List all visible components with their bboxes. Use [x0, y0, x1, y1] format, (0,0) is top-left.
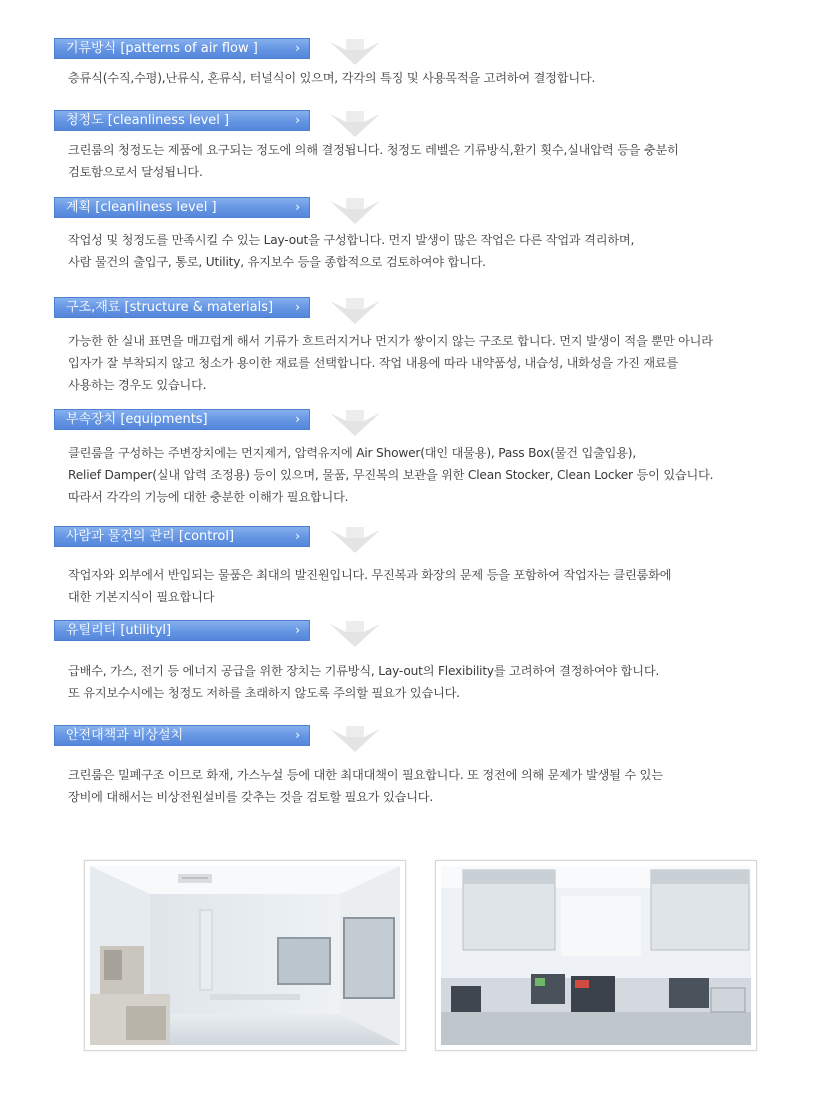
chevron-right-icon: › [295, 300, 300, 314]
chevron-down-arrow-icon [330, 621, 380, 647]
description-line: 대한 기본지식이 필요합니다 [68, 590, 215, 604]
description-line: Relief Damper(실내 압력 조정용) 등이 있으며, 물품, 무진복의 보관을 위한 Clean Stocker, Clean Locker 등이 있습니다. [68, 468, 714, 482]
chevron-right-icon: › [295, 412, 300, 426]
description-line: 사람 물건의 출입구, 통로, Utility, 유지보수 등을 종합적으로 검토하여야 합니다. [68, 255, 486, 269]
chevron-right-icon: › [295, 728, 300, 742]
tab-label: 구조,재료 [structure & materials] [66, 300, 274, 315]
chevron-right-icon: › [295, 529, 300, 543]
tab-label: 안전대책과 비상설치 [66, 728, 184, 743]
tab-planning[interactable] [54, 197, 310, 218]
chevron-right-icon: › [295, 623, 300, 637]
tab-utility[interactable] [54, 620, 310, 641]
tab-label: 유틸리티 [utilityl] [66, 623, 172, 638]
chevron-down-arrow-icon [330, 39, 380, 65]
description-line: 작업성 및 청정도를 만족시킬 수 있는 Lay-out을 구성합니다. 먼지 발생이 많은 작업은 다른 작업과 격리하며, [68, 233, 635, 247]
chevron-down-arrow-icon [330, 410, 380, 436]
description-line: 층류식(수직,수평),난류식, 혼류식, 터널식이 있으며, 각각의 특징 및 사용목적을 고려하여 결정합니다. [68, 71, 596, 85]
description-line: 크린룸은 밀폐구조 이므로 화재, 가스누설 등에 대한 최대대책이 필요합니다. 또 정전에 의해 문제가 발생될 수 있는 [68, 768, 663, 782]
section-description [68, 442, 798, 508]
description-line: 또 유지보수시에는 청정도 저하를 초래하지 않도록 주의할 필요가 있습니다. [68, 686, 460, 700]
cleanroom-interior-image [90, 866, 400, 1045]
tab-air-flow[interactable] [54, 38, 310, 59]
section-description [68, 330, 798, 396]
section-description [68, 564, 798, 608]
tab-label: 청정도 [cleanliness level ] [66, 113, 230, 128]
description-line: 사용하는 경우도 있습니다. [68, 378, 207, 392]
chevron-right-icon: › [295, 200, 300, 214]
description-line: 장비에 대해서는 비상전원설비를 갖추는 것을 검토할 필요가 있습니다. [68, 790, 434, 804]
tab-label: 계획 [cleanliness level ] [66, 200, 217, 215]
chevron-right-icon: › [295, 41, 300, 55]
tab-label: 부속장치 [equipments] [66, 412, 208, 427]
chevron-down-arrow-icon [330, 111, 380, 137]
tab-control[interactable] [54, 526, 310, 547]
description-line: 입자가 잘 부착되지 않고 청소가 용이한 재료를 선택합니다. 작업 내용에 따라 내약품성, 내습성, 내화성을 가진 재료를 [68, 356, 679, 370]
laboratory-image [441, 866, 751, 1045]
description-line: 검토함으로서 달성됩니다. [68, 165, 203, 179]
chevron-down-arrow-icon [330, 726, 380, 752]
chevron-down-arrow-icon [330, 198, 380, 224]
tab-label: 기류방식 [patterns of air flow ] [66, 41, 258, 56]
description-line: 클린룸을 구성하는 주변장치에는 먼지제거, 압력유지에 Air Shower(대인 대물용), Pass Box(물건 입출입용), [68, 446, 637, 460]
section-description [68, 660, 798, 704]
section-description [68, 764, 798, 808]
section-description [68, 229, 798, 273]
cleanroom-photo-left [84, 860, 406, 1051]
chevron-down-arrow-icon [330, 527, 380, 553]
tab-cleanliness[interactable] [54, 110, 310, 131]
description-line: 급배수, 가스, 전기 등 에너지 공급을 위한 장치는 기류방식, Lay-out의 Flexibility를 고려하여 결정하여야 합니다. [68, 664, 660, 678]
chevron-down-arrow-icon [330, 298, 380, 324]
tab-label: 사람과 물건의 관리 [control] [66, 529, 235, 544]
section-description [68, 139, 798, 183]
description-line: 크린룸의 청정도는 제품에 요구되는 정도에 의해 결정됩니다. 청정도 레벨은 기류방식,환기 횟수,실내압력 등을 충분히 [68, 143, 679, 157]
description-line: 가능한 한 실내 표면을 매끄럽게 해서 기류가 흐트러지거나 먼지가 쌓이지 않는 구조로 합니다. 먼지 발생이 적을 뿐만 아니라 [68, 334, 713, 348]
section-description [68, 67, 798, 89]
tab-safety[interactable] [54, 725, 310, 746]
chevron-right-icon: › [295, 113, 300, 127]
tab-structure[interactable] [54, 297, 310, 318]
cleanroom-photo-right [435, 860, 757, 1051]
tab-equipments[interactable] [54, 409, 310, 430]
description-line: 작업자와 외부에서 반입되는 물품은 최대의 발진원입니다. 무진복과 화장의 문제 등을 포함하여 작업자는 클린룸화에 [68, 568, 672, 582]
description-line: 따라서 각각의 기능에 대한 충분한 이해가 필요합니다. [68, 490, 349, 504]
